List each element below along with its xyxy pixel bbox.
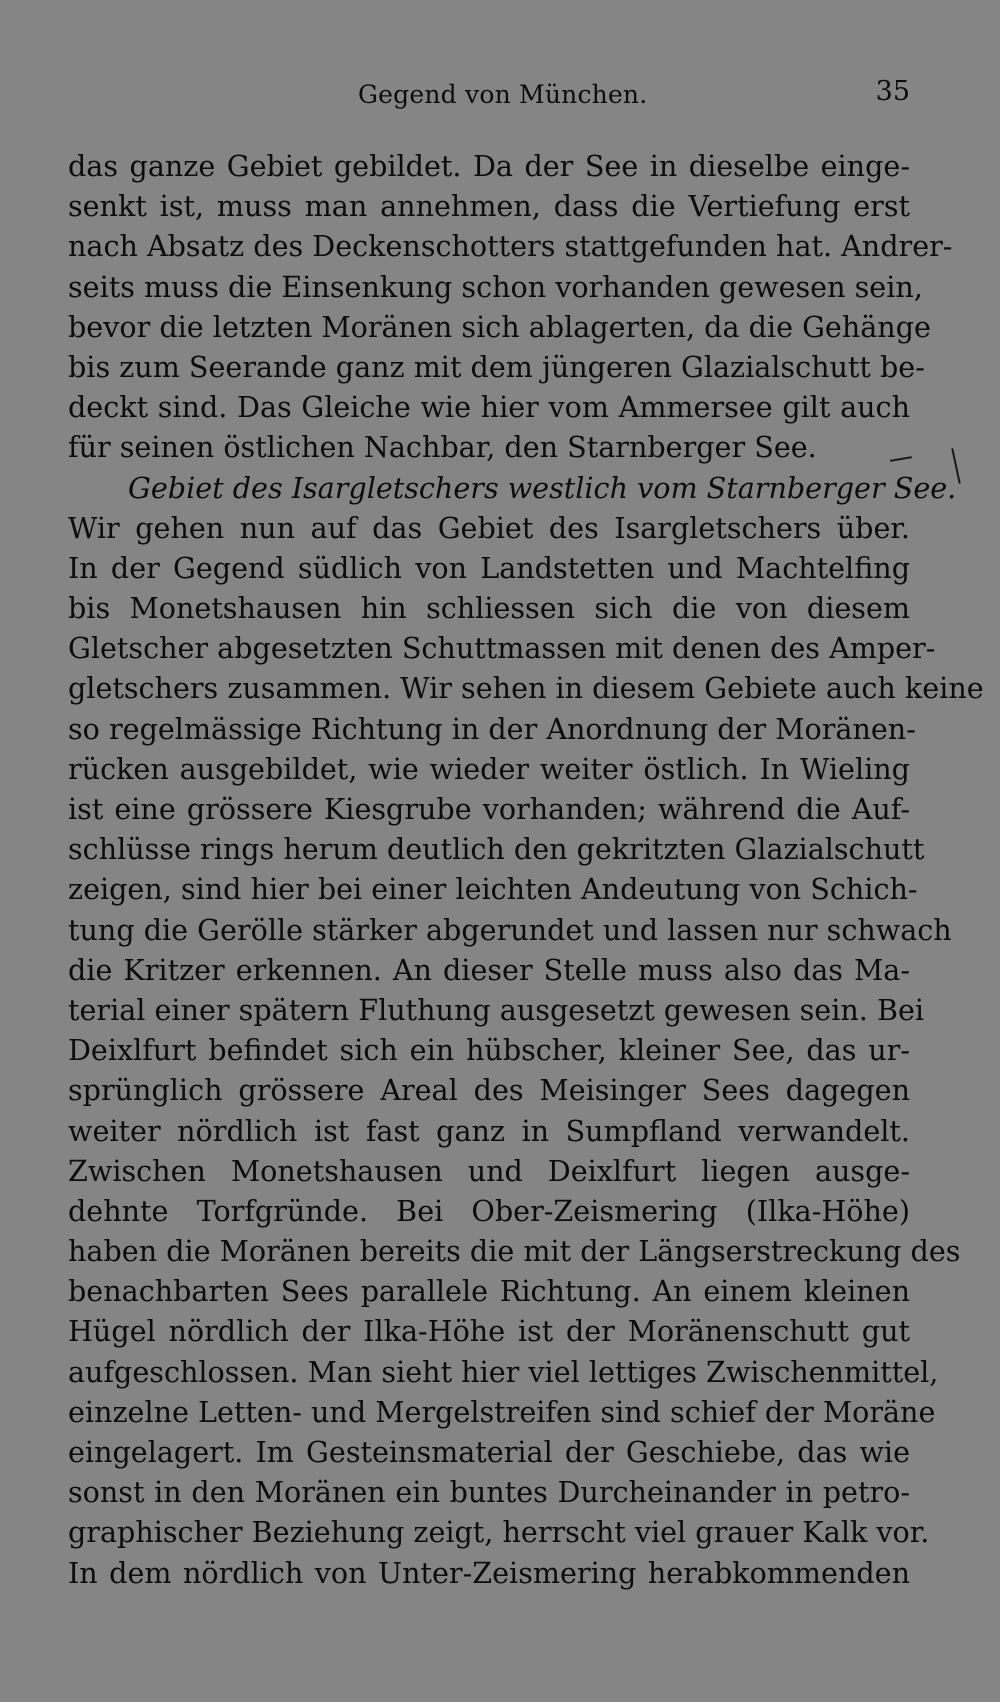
text-line: das ganze Gebiet gebildet. Da der See in dieselbe einge- [68, 149, 910, 183]
text-line: Wir gehen nun auf das Gebiet des Isargletschers über. [68, 510, 910, 545]
text-line: zeigen, sind hier bei einer leichten Andeutung von Schich- [68, 872, 918, 907]
body-text [68, 146, 984, 1593]
text-line: tung die Gerölle stärker abgerundet und lassen nur schwach [68, 912, 952, 947]
text-line: ist eine grössere Kiesgrube vorhanden; während die Auf- [68, 792, 910, 826]
text-line: deckt sind. Das Gleiche wie hier vom Ammersee gilt auch [68, 390, 910, 425]
text-line: Zwischen Monetshausen und Deixlfurt liegen ausge- [68, 1153, 910, 1188]
text-line: für seinen östlichen Nachbar, den Starnberger See. [68, 430, 817, 465]
text-line: graphischer Beziehung zeigt, herrscht viel grauer Kalk vor. [68, 1515, 930, 1550]
text-line: sonst in den Moränen ein buntes Durcheinander in petro- [68, 1475, 910, 1510]
page-number: 35 [875, 76, 910, 107]
text-line: senkt ist, muss man annehmen, dass die Vertiefung erst [68, 189, 910, 224]
text-line: schlüsse rings herum deutlich den gekritzten Glazialschutt [68, 832, 925, 867]
text-line: die Kritzer erkennen. An dieser Stelle muss also das Ma- [68, 952, 910, 987]
text-line: sprünglich grössere Areal des Meisinger Sees dagegen [68, 1073, 910, 1108]
text-line: terial einer spätern Fluthung ausgesetzt gewesen sein. Bei [68, 992, 925, 1027]
text-line: Gletscher abgesetzten Schuttmassen mit denen des Amper- [68, 631, 936, 666]
text-line: aufgeschlossen. Man sieht hier viel lettiges Zwischenmittel, [68, 1354, 939, 1389]
text-line: rücken ausgebildet, wie wieder weiter östlich. In Wieling [68, 751, 910, 786]
text-line: haben die Moränen bereits die mit der Längserstreckung des [68, 1234, 961, 1269]
text-line: Hügel nördlich der Ilka-Höhe ist der Moränenschutt gut [68, 1314, 910, 1349]
text-line: eingelagert. Im Gesteinsmaterial der Geschiebe, das wie [68, 1435, 910, 1469]
text-line: dehnte Torfgründe. Bei Ober-Zeismering (Ilka-Höhe) [68, 1193, 910, 1228]
text-line: so regelmässige Richtung in der Anordnung der Moränen- [68, 711, 916, 746]
text-line: In der Gegend südlich von Landstetten und Machtelfing [68, 550, 910, 585]
running-title: Gegend von München. [358, 80, 648, 109]
text-line: weiter nördlich ist fast ganz in Sumpfland verwandelt. [68, 1113, 910, 1148]
text-line: bis zum Seerande ganz mit dem jüngeren Glazialschutt be- [68, 349, 925, 384]
text-line: bis Monetshausen hin schliessen sich die von diesem [68, 591, 910, 626]
text-line: nach Absatz des Deckenschotters stattgefunden hat. Andrer- [68, 229, 953, 264]
text-line: seits muss die Einsenkung schon vorhanden gewesen sein, [68, 269, 923, 304]
running-header [0, 76, 1000, 116]
text-line: bevor die letzten Moränen sich ablagerten, da die Gehänge [68, 309, 931, 344]
text-line: benachbarten Sees parallele Richtung. An einem kleinen [68, 1274, 910, 1309]
text-line: einzelne Letten- und Mergelstreifen sind schief der Moräne [68, 1394, 936, 1429]
text-line: Deixlfurt befindet sich ein hübscher, kleiner See, das ur- [68, 1033, 910, 1068]
text-line: In dem nördlich von Unter-Zeismering herabkommenden [68, 1555, 910, 1590]
text-line: gletschers zusammen. Wir sehen in diesem Gebiete auch keine [68, 671, 984, 706]
section-heading: Gebiet des Isargletschers westlich vom Starnberger See. [128, 470, 957, 505]
